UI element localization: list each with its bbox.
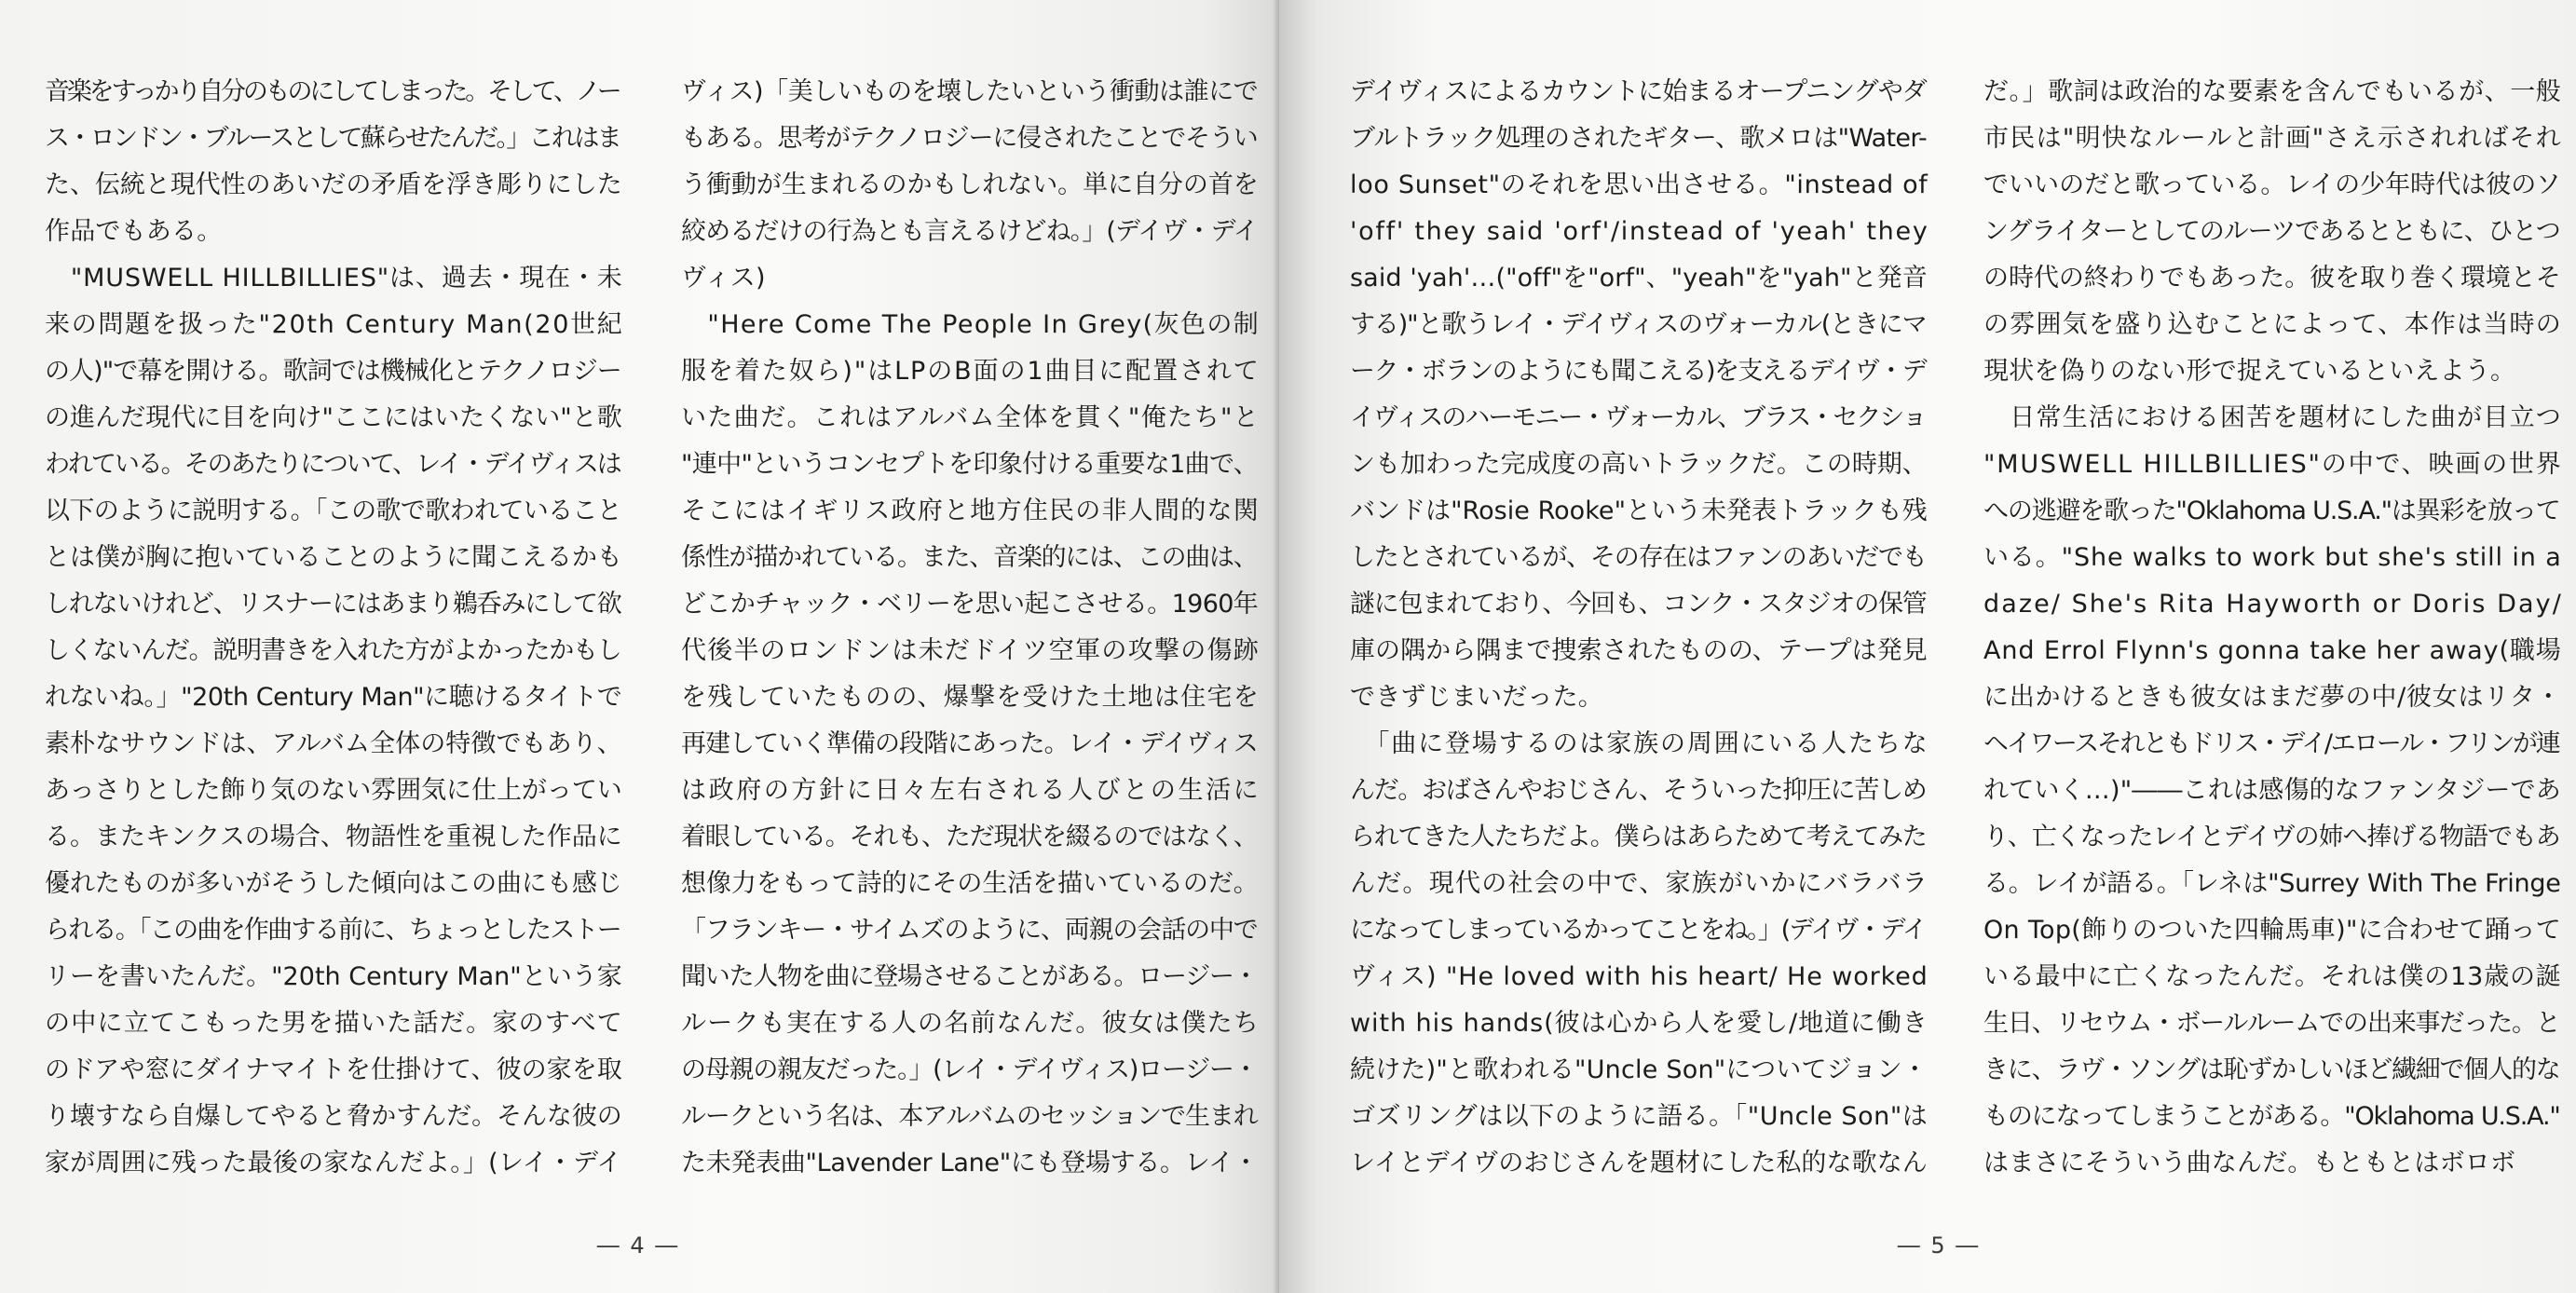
right-page-column-2 [1983, 69, 2561, 1187]
text-line: 優れたものが多いがそうした傾向はこの曲にも感じ [45, 869, 622, 898]
text-line: 庫の隅から隅まで捜索されたものの、テープは発見 [1350, 636, 1928, 665]
text-line: "MUSWELL HILLBILLIES"は、過去・現在・未 [45, 264, 623, 293]
text-line: 想像力をもって詩的にその生活を描いているのだ。 [681, 869, 1259, 898]
left-page-number: ― 4 ― [596, 1232, 680, 1259]
text-line: れていく…)"――これは感傷的なファンタジーであ [1983, 776, 2561, 805]
text-line: 「曲に登場するのは家族の周囲にいる人たちな [1350, 729, 1929, 758]
text-line: ものになってしまうことがある。"Oklahoma U.S.A." [1983, 1102, 2560, 1131]
text-line: "連中"というコンセプトを印象付ける重要な1曲で、 [681, 450, 1259, 479]
text-line: 素朴なサウンドは、アルバム全体の特徴でもあり、 [45, 729, 622, 758]
text-line: ーク・ボランのようにも聞こえる)を支えるデイヴ・デ [1350, 357, 1927, 386]
text-line: とは僕が胸に抱いていることのように聞こえるかも [45, 543, 622, 572]
text-line: ゴズリングは以下のように語る。「"Uncle Son"は [1350, 1102, 1929, 1131]
text-line: 代後半のロンドンは未だドイツ空軍の攻撃の傷跡 [681, 636, 1261, 665]
text-line: のドアや窓にダイナマイトを仕掛けて、彼の家を取 [45, 1055, 622, 1084]
text-line: の人)"で幕を開ける。歌詞では機械化とテクノロジー [45, 357, 621, 386]
text-line: た、伝統と現代性のあいだの矛盾を浮き彫りにした [45, 170, 622, 199]
text-line: だ。」歌詞は政治的な要素を含んでもいるが、一般 [1983, 77, 2562, 106]
text-line: あっさりとした飾り気のない雰囲気に仕上がってい [45, 776, 622, 805]
text-line: への逃避を歌った"Oklahoma U.S.A."は異彩を放って [1983, 497, 2560, 525]
text-line: daze/ She's Rita Hayworth or Doris Day/ [1983, 590, 2563, 619]
text-line: しれないけれど、リスナーにはあまり鵜呑みにして欲 [45, 590, 621, 619]
text-line: の雰囲気を盛り込むことによって、本作は当時の [1983, 310, 2563, 339]
left-page-column-1 [45, 69, 622, 1187]
right-page-column-1 [1350, 69, 1928, 1187]
text-line: れないね。」"20th Century Man"に聴けるタイトで [45, 683, 622, 712]
text-line: 再建していく準備の段階にあった。レイ・デイヴィス [681, 729, 1258, 758]
text-line: レイとデイヴのおじさんを題材にした私的な歌なん [1350, 1149, 1928, 1177]
text-line: に出かけるときも彼女はまだ夢の中/彼女はリタ・ [1983, 683, 2562, 712]
text-line: 聞いた人物を曲に登場させることがある。ロージー・ [681, 962, 1258, 991]
text-line: "MUSWELL HILLBILLIES"の中で、映画の世界 [1983, 450, 2563, 479]
text-line: う衝動が生まれるのかもしれない。単に自分の首を [681, 170, 1259, 199]
text-line: の時代の終わりでもあった。彼を取り巻く環境とそ [1983, 264, 2561, 293]
text-line: 続けた)"と歌われる"Uncle Son"についてジョン・ [1350, 1055, 1929, 1084]
text-line: り壊すなら自爆してやると脅かすんだ。そんな彼の [45, 1102, 622, 1131]
text-line: 「フランキー・サイムズのように、両親の会話の中で [681, 916, 1258, 945]
text-line: 作品でもある。 [45, 217, 223, 246]
text-line: を残していたものの、爆撃を受けた土地は住宅を [681, 683, 1261, 712]
text-line: 'off' they said 'orf'/instead of 'yeah' they [1350, 217, 1929, 246]
text-line: り、亡くなったレイとデイヴの姉へ捧げる物語でもあ [1983, 823, 2560, 851]
text-line: 服を着た奴ら)"はLPのB面の1曲目に配置されて [681, 357, 1261, 386]
text-line: られる。「この曲を作曲する前に、ちょっとしたストー [45, 916, 621, 945]
text-line: しくないんだ。説明書きを入れた方がよかったかもし [45, 636, 621, 665]
right-page-number: ― 5 ― [1897, 1232, 1981, 1259]
text-line: ルークも実在する人の名前なんだ。彼女は僕たち [681, 1009, 1261, 1038]
text-line: ンも加わった完成度の高いトラックだ。この時期、 [1350, 450, 1928, 479]
text-line: もある。思考がテクノロジーに侵されたことでそうい [681, 124, 1258, 153]
text-line: ングライターとしてのルーツであるとともに、ひとつ [1983, 217, 2560, 246]
text-line: loo Sunset"のそれを思い出させる。"instead of [1350, 170, 1929, 199]
text-line: の中に立てこもった男を描いた話だ。家のすべて [45, 1009, 624, 1038]
text-line: 着眼している。それも、ただ現状を綴るのではなく、 [681, 823, 1258, 851]
text-line: できずじまいだった。 [1350, 683, 1603, 712]
text-line: する)"と歌うレイ・デイヴィスのヴォーカル(ときにマ [1350, 310, 1927, 339]
text-line: は政府の方針に日々左右される人びとの生活に [681, 776, 1261, 805]
text-line: 謎に包まれており、今回も、コンク・スタジオの保管 [1350, 590, 1927, 619]
text-line: いる最中に亡くなったんだ。それは僕の13歳の誕 [1983, 962, 2562, 991]
text-line: イヴィスのハーモニー・ヴォーカル、ブラス・セクショ [1350, 403, 1926, 432]
text-line: On Top(飾りのついた四輪馬車)"に合わせて踊って [1983, 916, 2562, 945]
left-page [0, 0, 1279, 1293]
text-line: んだ。おばさんやおじさん、そういった抑圧に苦しめ [1350, 776, 1927, 805]
text-line: 市民は"明快なルールと計画"さえ示されればそれ [1983, 124, 2563, 153]
text-line: の母親の親友だった。」(レイ・デイヴィス)ロージー・ [681, 1055, 1258, 1084]
text-line: る。またキンクスの場合、物語性を重視した作品に [45, 823, 622, 851]
text-line: きに、ラヴ・ソングは恥ずかしいほど繊細で個人的な [1983, 1055, 2560, 1084]
text-line: そこにはイギリス政府と地方住民の非人間的な関 [681, 497, 1261, 525]
text-line: with his hands(彼は心から人を愛し/地道に働き [1350, 1009, 1929, 1038]
text-line: 以下のように説明する。「この歌で歌われていること [45, 497, 622, 525]
text-line: いた曲だ。これはアルバム全体を貫く"俺たち"と [681, 403, 1261, 432]
text-line: 日常生活における困苦を題材にした曲が目立つ [1983, 403, 2563, 432]
text-line: 生日、リセウム・ボールルームでの出来事だった。と [1983, 1009, 2560, 1038]
text-line: の進んだ現代に目を向け"ここにはいたくない"と歌 [45, 403, 622, 432]
text-line: になってしまっているかってことをね。」(デイヴ・デイ [1350, 916, 1926, 945]
text-line: ヴィス) "He loved with his heart/ He worked [1350, 962, 1929, 991]
text-line: どこかチャック・ベリーを思い起こさせる。1960年 [681, 590, 1259, 619]
text-line: ヴィス)「美しいものを壊したいという衝動は誰にで [681, 77, 1259, 106]
text-line: はまさにそういう曲なんだ。もともとはボロボ [1983, 1149, 2516, 1177]
text-line: ス・ロンドン・ブルースとして蘇らせたんだ。」これはま [45, 124, 620, 153]
text-line: デイヴィスによるカウントに始まるオープニングやダ [1350, 77, 1927, 106]
text-line: ヘイワースそれともドリス・デイ/エロール・フリンが連 [1983, 729, 2559, 758]
text-line: 音楽をすっかり自分のものにしてしまった。そして、ノー [45, 77, 620, 106]
text-line: ルークという名は、本アルバムのセッションで生まれ [681, 1102, 1258, 1131]
text-line: いる。"She walks to work but she's still in a [1983, 543, 2562, 572]
text-line: でいいのだと歌っている。レイの少年時代は彼のソ [1983, 170, 2561, 199]
text-line: 家が周囲に残った最後の家なんだよ。」(レイ・デイ [45, 1149, 622, 1177]
text-line: "Here Come The People In Grey(灰色の制 [681, 310, 1261, 339]
text-line: 来の問題を扱った"20th Century Man(20世紀 [45, 310, 624, 339]
right-page [1279, 0, 2576, 1293]
text-line: 係性が描かれている。また、音楽的には、この曲は、 [681, 543, 1258, 572]
text-line: ヴィス) [681, 264, 766, 293]
left-page-column-2 [681, 69, 1259, 1187]
text-line: said 'yah'…("off"を"orf"、"yeah"を"yah"と発音 [1350, 264, 1928, 293]
text-line: バンドは"Rosie Rooke"という未発表トラックも残 [1350, 497, 1928, 525]
text-line: んだ。現代の社会の中で、家族がいかにバラバラ [1350, 869, 1929, 898]
text-line: 絞めるだけの行為とも言えるけどね。」(デイヴ・デイ [681, 217, 1258, 246]
text-line: た未発表曲"Lavender Lane"にも登場する。レイ・ [681, 1149, 1259, 1177]
text-line: ブルトラック処理のされたギター、歌メロは"Water- [1350, 124, 1928, 153]
text-line: したとされているが、その存在はファンのあいだでも [1350, 543, 1927, 572]
text-line: リーを書いたんだ。"20th Century Man"という家 [45, 962, 622, 991]
text-line: られてきた人たちだよ。僕らはあらためて考えてみた [1350, 823, 1927, 851]
text-line: われている。そのあたりについて、レイ・デイヴィスは [45, 450, 620, 479]
text-line: 現状を偽りのない形で捉えているといえよう。 [1983, 357, 2516, 386]
text-line: And Errol Flynn's gonna take her away(職場 [1983, 636, 2562, 665]
text-line: る。レイが語る。「レネは"Surrey With The Fringe [1983, 869, 2561, 898]
